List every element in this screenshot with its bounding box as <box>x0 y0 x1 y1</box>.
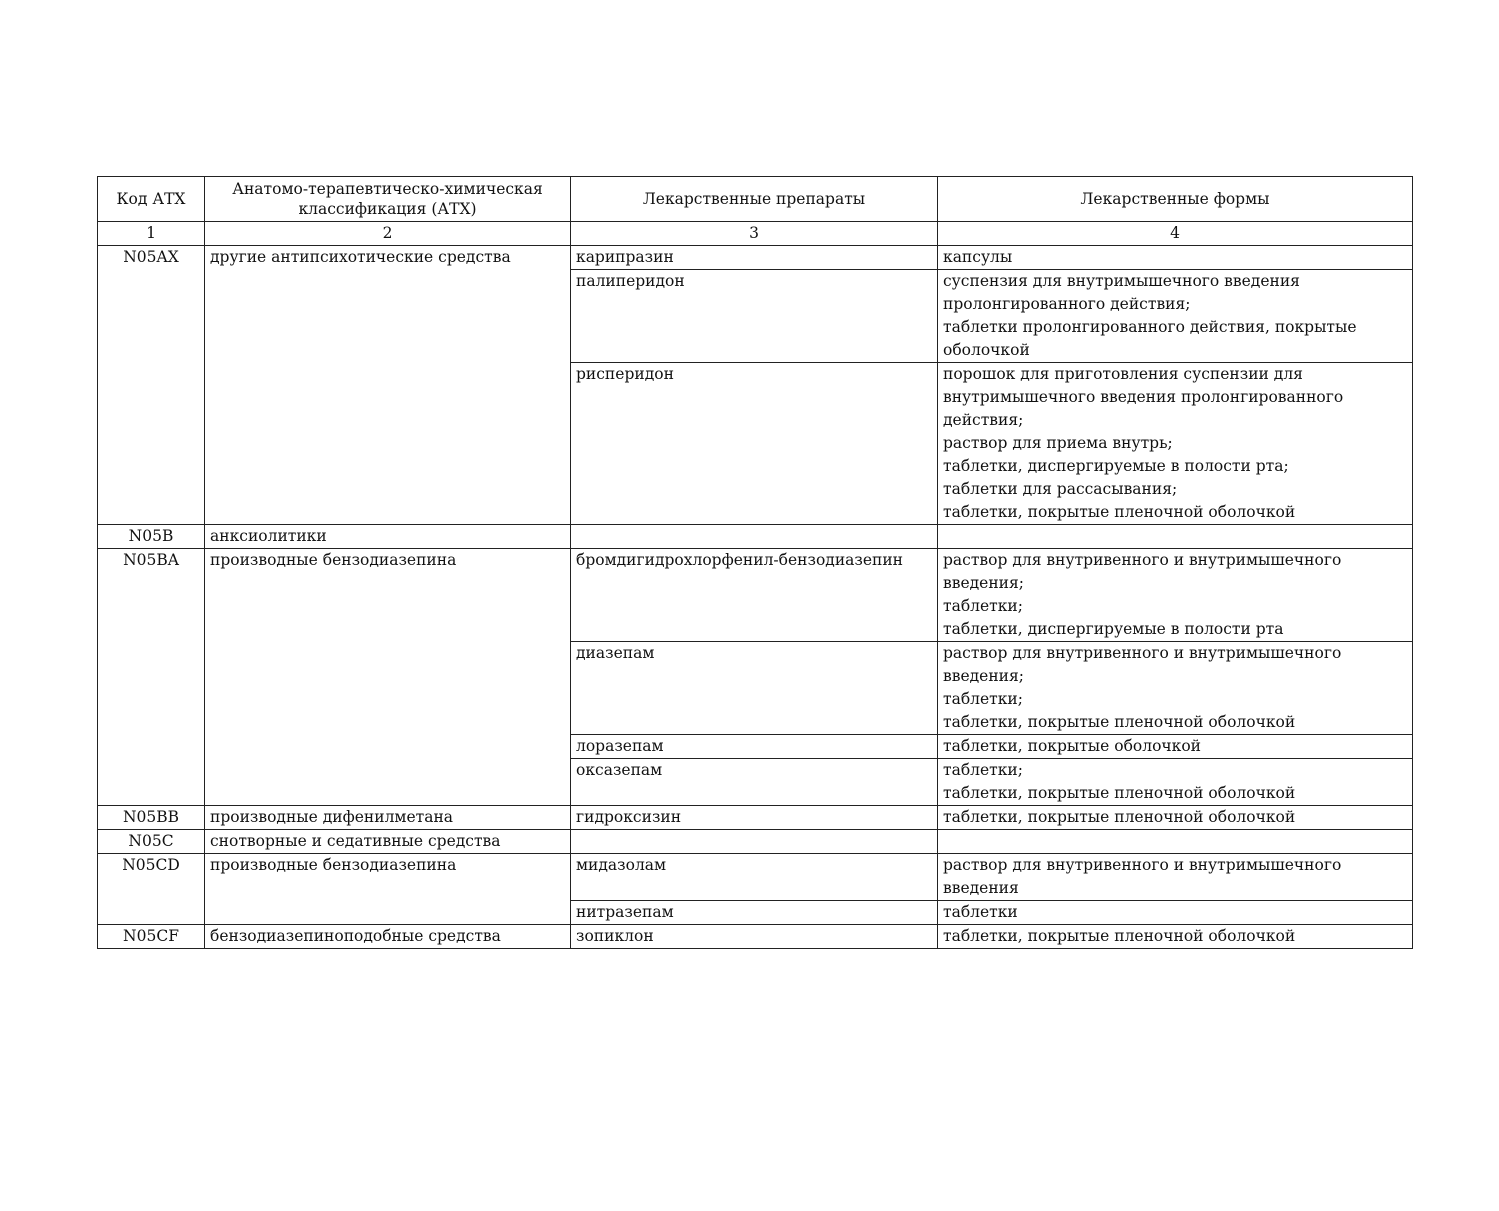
drug-name: гидроксизин <box>571 806 938 830</box>
drug-name: оксазепам <box>571 759 938 806</box>
header-row <box>98 177 1413 222</box>
drug-name: карипразин <box>571 246 938 270</box>
drug-name: мидазолам <box>571 854 938 901</box>
atx-code: N05CD <box>98 854 205 925</box>
drug-name: бромдигидрохлорфенил-бензодиазепин <box>571 549 938 642</box>
atx-drug-table <box>97 176 1413 949</box>
atx-code: N05BA <box>98 549 205 806</box>
atx-classification: другие антипсихотические средства <box>205 246 571 525</box>
header-classification: Анатомо-терапевтическо-химическая классификация (АТХ) <box>205 177 571 222</box>
table-row <box>98 806 1413 830</box>
atx-classification: анксиолитики <box>205 525 571 549</box>
dosage-forms: раствор для внутривенного и внутримышечного введения <box>938 854 1413 901</box>
dosage-forms: таблетки, покрытые оболочкой <box>938 735 1413 759</box>
table-row <box>98 549 1413 642</box>
atx-classification: снотворные и седативные средства <box>205 830 571 854</box>
drug-name: рисперидон <box>571 363 938 525</box>
atx-code: N05CF <box>98 925 205 949</box>
atx-classification: производные бензодиазепина <box>205 854 571 925</box>
header-code: Код АТХ <box>98 177 205 222</box>
drug-name: палиперидон <box>571 270 938 363</box>
dosage-forms: раствор для внутривенного и внутримышечного введения; таблетки; таблетки, диспергируемые в полости рта <box>938 549 1413 642</box>
dosage-forms: раствор для внутривенного и внутримышечного введения; таблетки; таблетки, покрытые пленочной оболочкой <box>938 642 1413 735</box>
dosage-forms: суспензия для внутримышечного введения пролонгированного действия; таблетки пролонгированного действия, покрытые оболочкой <box>938 270 1413 363</box>
dosage-forms: таблетки, покрытые пленочной оболочкой <box>938 925 1413 949</box>
table-body <box>98 246 1413 949</box>
atx-code: N05AX <box>98 246 205 525</box>
atx-classification: производные дифенилметана <box>205 806 571 830</box>
dosage-forms: таблетки <box>938 901 1413 925</box>
table-row <box>98 525 1413 549</box>
atx-classification: производные бензодиазепина <box>205 549 571 806</box>
drug-name: диазепам <box>571 642 938 735</box>
dosage-forms <box>938 525 1413 549</box>
drug-name: зопиклон <box>571 925 938 949</box>
table-row <box>98 246 1413 270</box>
table-row <box>98 925 1413 949</box>
column-number-row <box>98 222 1413 246</box>
drug-name: нитразепам <box>571 901 938 925</box>
dosage-forms: порошок для приготовления суспензии для внутримышечного введения пролонгированного действия; раствор для приема внутрь; таблетки, диспергируемые в полости рта; таблетки для рассасывания; таблетки, покрытые пленочной оболочкой <box>938 363 1413 525</box>
dosage-forms <box>938 830 1413 854</box>
atx-code: N05B <box>98 525 205 549</box>
table-row <box>98 830 1413 854</box>
column-number: 2 <box>205 222 571 246</box>
column-number: 3 <box>571 222 938 246</box>
header-drugs: Лекарственные препараты <box>571 177 938 222</box>
column-number: 1 <box>98 222 205 246</box>
atx-code: N05C <box>98 830 205 854</box>
atx-code: N05BB <box>98 806 205 830</box>
drug-name <box>571 525 938 549</box>
column-number: 4 <box>938 222 1413 246</box>
atx-classification: бензодиазепиноподобные средства <box>205 925 571 949</box>
dosage-forms: капсулы <box>938 246 1413 270</box>
table-row <box>98 854 1413 901</box>
dosage-forms: таблетки; таблетки, покрытые пленочной оболочкой <box>938 759 1413 806</box>
drug-name <box>571 830 938 854</box>
drug-name: лоразепам <box>571 735 938 759</box>
dosage-forms: таблетки, покрытые пленочной оболочкой <box>938 806 1413 830</box>
header-forms: Лекарственные формы <box>938 177 1413 222</box>
